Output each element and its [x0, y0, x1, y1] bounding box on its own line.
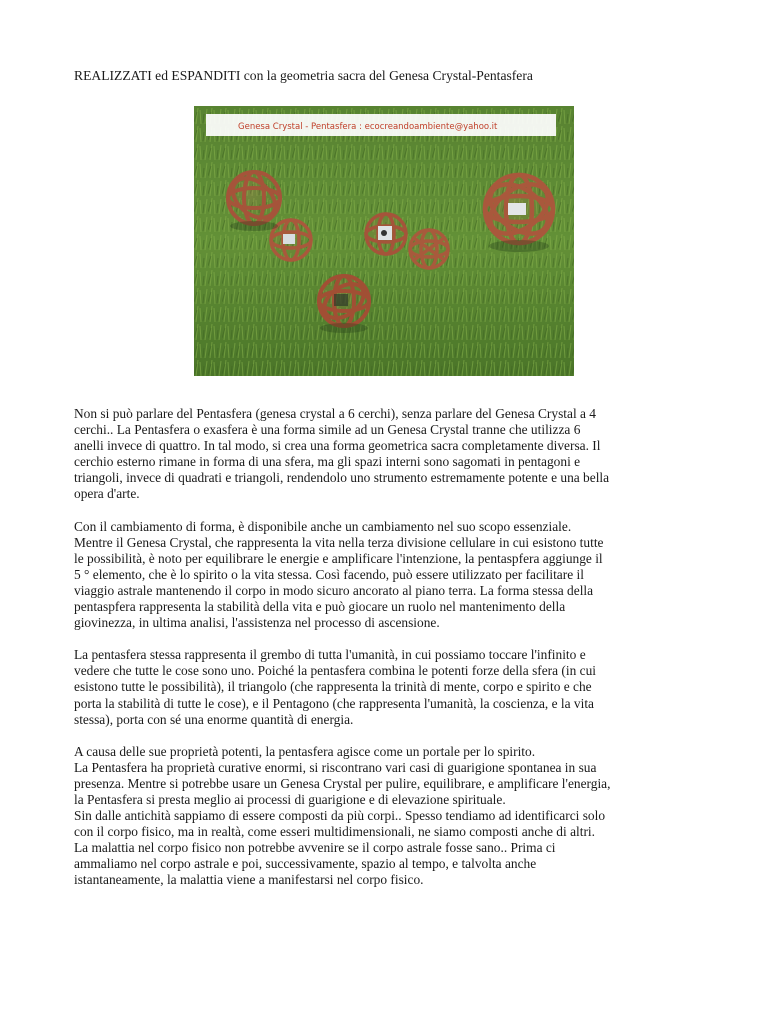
- text-line: pentaspfera rappresenta la stabilità della vita e può giocare un ruolo nel mantenimento della: [74, 599, 566, 615]
- text-line: La Pentasfera ha proprietà curative enormi, si riscontrano vari casi di guarigione spontanea in sua: [74, 759, 597, 775]
- text-line: vedere che tutte le cose sono uno. Poiché la pentasfera combina le potenti forze della sfera (in cui: [74, 663, 597, 679]
- sphere-center: [366, 214, 406, 254]
- text-line: triangoli, invece di quadrati e triangoli, rendendolo uno strumento estremamente potente e una bella: [74, 470, 610, 486]
- document-title: REALIZZATI ed ESPANDITI con la geometria sacra del Genesa Crystal-Pentasfera: [74, 68, 533, 83]
- text-line: giovinezza, in ultima analisi, l'assistenza nel processo di ascensione.: [74, 615, 440, 631]
- text-line: viaggio astrale mantenendo il corpo in modo sicuro ancorato al piano terra. La forma stessa della: [74, 582, 594, 598]
- text-line: presenza. Mentre si potrebbe usare un Genesa Crystal per pulire, equilibrare, e amplificare l'energia,: [74, 775, 611, 791]
- text-line: le possibilità, è noto per equilibrare le energie e amplificare l'intenzione, la pentaspfera aggiunge il: [74, 550, 603, 566]
- sphere-large-left: [225, 170, 282, 225]
- article-body: [74, 406, 700, 905]
- text-line: anelli invece di quattro. In tal modo, si crea una forma geometrica sacra completamente diversa. Il: [74, 438, 601, 454]
- sphere-center-low: [318, 276, 370, 326]
- text-line: istantaneamente, la malattia viene a manifestarsi nel corpo fisico.: [74, 872, 424, 888]
- text-line: Con il cambiamento di forma, è disponibile anche un cambiamento nel suo scopo essenziale.: [74, 518, 572, 534]
- text-line: Non si può parlare del Pentasfera (genesa crystal a 6 cerchi), senza parlare del Genesa Crystal a 4: [74, 406, 596, 421]
- photo-caption: Genesa Crystal - Pentasfera : ecocreandoambiente@yahoo.it: [238, 122, 498, 132]
- sphere-center-right: [410, 230, 448, 268]
- text-line: A causa delle sue proprietà potenti, la pentasfera agisce come un portale per lo spirito.: [74, 743, 536, 759]
- text-line: La malattia nel corpo fisico non potrebbe avvenire se il corpo astrale fosse sano.. Prima ci: [74, 840, 556, 856]
- text-line: cerchio esterno rimane in forma di una sfera, ma gli spazi interni sono sagomati in pentagoni e: [74, 454, 581, 470]
- text-line: con il corpo fisico, ma in realtà, come esseri multidimensionali, ne siamo composti anche di altri.: [74, 824, 595, 840]
- paragraph-2: [74, 519, 700, 632]
- text-line: ammaliamo nel corpo astrale e poi, successivamente, spazio al tempo, e talvolta anche: [74, 856, 537, 872]
- text-line: La pentasfera stessa rappresenta il grembo di tutta l'umanità, in cui possiamo toccare l'infinito e: [74, 647, 586, 663]
- paragraph-4: [74, 744, 700, 889]
- text-line: cerchi.. La Pentasfera o exasfera è una forma simile ad un Genesa Crystal tranne che utilizza 6: [74, 422, 581, 438]
- text-line: porta la stabilità di tutte le cose), e il Pentagono (che rappresenta l'umanità, la coscienza, e la vita: [74, 695, 594, 711]
- text-line: esistono tutte le possibilità), il triangolo (che rappresenta la trinità di mente, corpo e spirito e che: [74, 679, 592, 695]
- sphere-large-right: [481, 174, 556, 243]
- text-line: Sin dalle antichità sappiamo di essere composti da più corpi.. Spesso tendiamo ad identificarci solo: [74, 808, 606, 824]
- text-line: 5 ° elemento, che è lo spirito o la vita stessa. Così facendo, può essere utilizzato per facilitare il: [74, 566, 584, 582]
- text-line: stessa), porta con sé una enorme quantità di energia.: [74, 711, 354, 727]
- text-line: la Pentasfera si presta meglio ai processi di guarigione e di elevazione spirituale.: [74, 791, 506, 807]
- garden-spheres-photo: [194, 106, 574, 376]
- text-line: opera d'arte.: [74, 486, 140, 502]
- text-line: Mentre il Genesa Crystal, che rappresenta la vita nella terza divisione cellulare in cui esistono tutte: [74, 534, 604, 550]
- paragraph-1: [74, 406, 700, 503]
- paragraph-3: [74, 647, 700, 727]
